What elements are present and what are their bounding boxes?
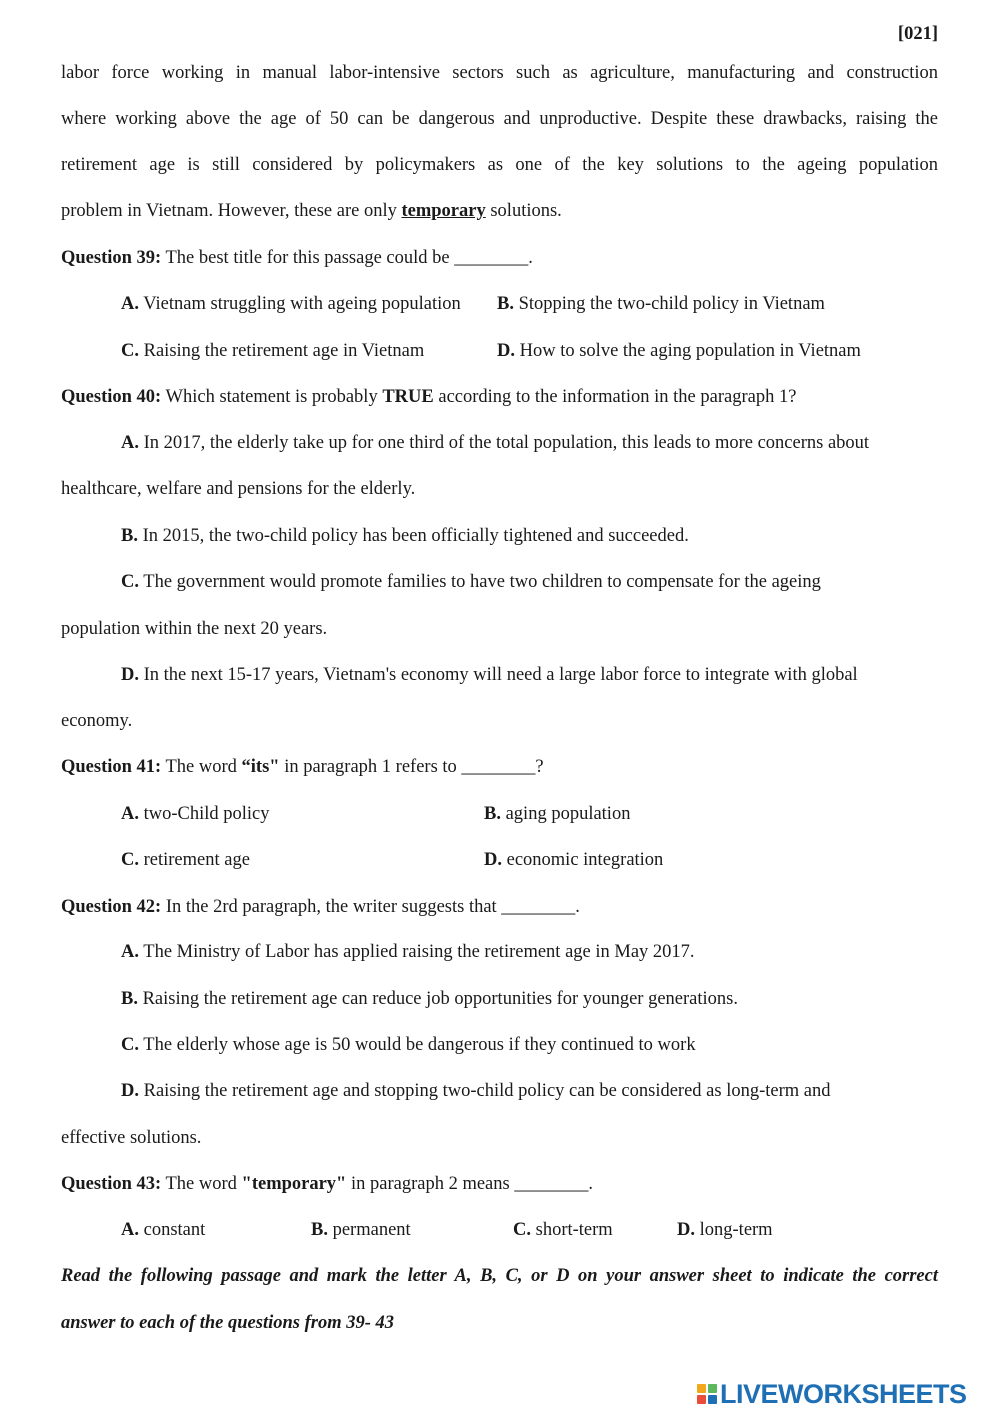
q40-option-d-cont: economy. (61, 711, 133, 731)
logo-text: LIVEWORKSHEETS (720, 1378, 967, 1409)
q41-option-d[interactable]: D. economic integration (484, 850, 664, 870)
q43-option-a[interactable]: A. constant (121, 1220, 206, 1240)
q39-option-d[interactable]: D. How to solve the aging population in Vietnam (497, 341, 861, 361)
instruction-line-1: Read the following passage and mark the letter A, B, C, or D on your answer sheet to indicate the correct (61, 1266, 938, 1286)
q42-option-d[interactable]: D. Raising the retirement age and stopping two-child policy can be considered as long-term and (121, 1081, 831, 1101)
q43-option-d[interactable]: D. long-term (677, 1220, 773, 1240)
q40-option-a[interactable]: A. In 2017, the elderly take up for one third of the total population, this leads to more concerns about (121, 433, 870, 453)
q42-option-c[interactable]: C. The elderly whose age is 50 would be dangerous if they continued to work (121, 1035, 696, 1055)
emphasized-word: temporary (401, 201, 486, 221)
q42-option-d-cont: effective solutions. (61, 1128, 202, 1148)
q40-option-b[interactable]: B. In 2015, the two-child policy has been officially tightened and succeeded. (121, 526, 689, 546)
q39-option-a[interactable]: A. Vietnam struggling with ageing population (121, 294, 461, 314)
q43-option-b[interactable]: B. permanent (311, 1220, 411, 1240)
liveworksheets-logo[interactable] (697, 1376, 967, 1412)
logo-grid-icon (697, 1384, 717, 1404)
q42-option-b[interactable]: B. Raising the retirement age can reduce job opportunities for younger generations. (121, 989, 738, 1009)
passage-line-2: where working above the age of 50 can be dangerous and unproductive. Despite these drawbacks, raising the (61, 109, 938, 129)
logo-tile (708, 1384, 717, 1393)
question-43: Question 43: The word "temporary" in paragraph 2 means ________. (61, 1174, 593, 1194)
q40-option-c-cont: population within the next 20 years. (61, 619, 328, 639)
logo-tile (697, 1395, 706, 1404)
q43-option-c[interactable]: C. short-term (513, 1220, 613, 1240)
q41-option-b[interactable]: B. aging population (484, 804, 631, 824)
q40-option-d[interactable]: D. In the next 15-17 years, Vietnam's economy will need a large labor force to integrate with global (121, 665, 858, 685)
q41-option-c[interactable]: C. retirement age (121, 850, 250, 870)
question-39: Question 39: The best title for this passage could be ________. (61, 248, 533, 268)
q42-option-a[interactable]: A. The Ministry of Labor has applied raising the retirement age in May 2017. (121, 942, 695, 962)
page-code: [021] (897, 24, 938, 44)
q39-option-b[interactable]: B. Stopping the two-child policy in Vietnam (497, 294, 825, 314)
q39-option-c[interactable]: C. Raising the retirement age in Vietnam (121, 341, 425, 361)
passage-line-1: labor force working in manual labor-intensive sectors such as agriculture, manufacturing and construction (61, 63, 938, 83)
logo-tile (697, 1384, 706, 1393)
passage-line-3: retirement age is still considered by policymakers as one of the key solutions to the ageing population (61, 155, 938, 175)
logo-tile (708, 1395, 717, 1404)
passage-line-4: problem in Vietnam. However, these are only temporary solutions. (61, 201, 562, 221)
q40-option-a-cont: healthcare, welfare and pensions for the elderly. (61, 479, 416, 499)
question-40: Question 40: Which statement is probably TRUE according to the information in the paragraph 1? (61, 387, 797, 407)
question-41: Question 41: The word “its" in paragraph 1 refers to ________? (61, 757, 544, 777)
instruction-line-2: answer to each of the questions from 39- 43 (61, 1313, 395, 1333)
q41-option-a[interactable]: A. two-Child policy (121, 804, 270, 824)
q40-option-c[interactable]: C. The government would promote families to have two children to compensate for the ageing (121, 572, 821, 592)
question-42: Question 42: In the 2rd paragraph, the writer suggests that ________. (61, 897, 580, 917)
